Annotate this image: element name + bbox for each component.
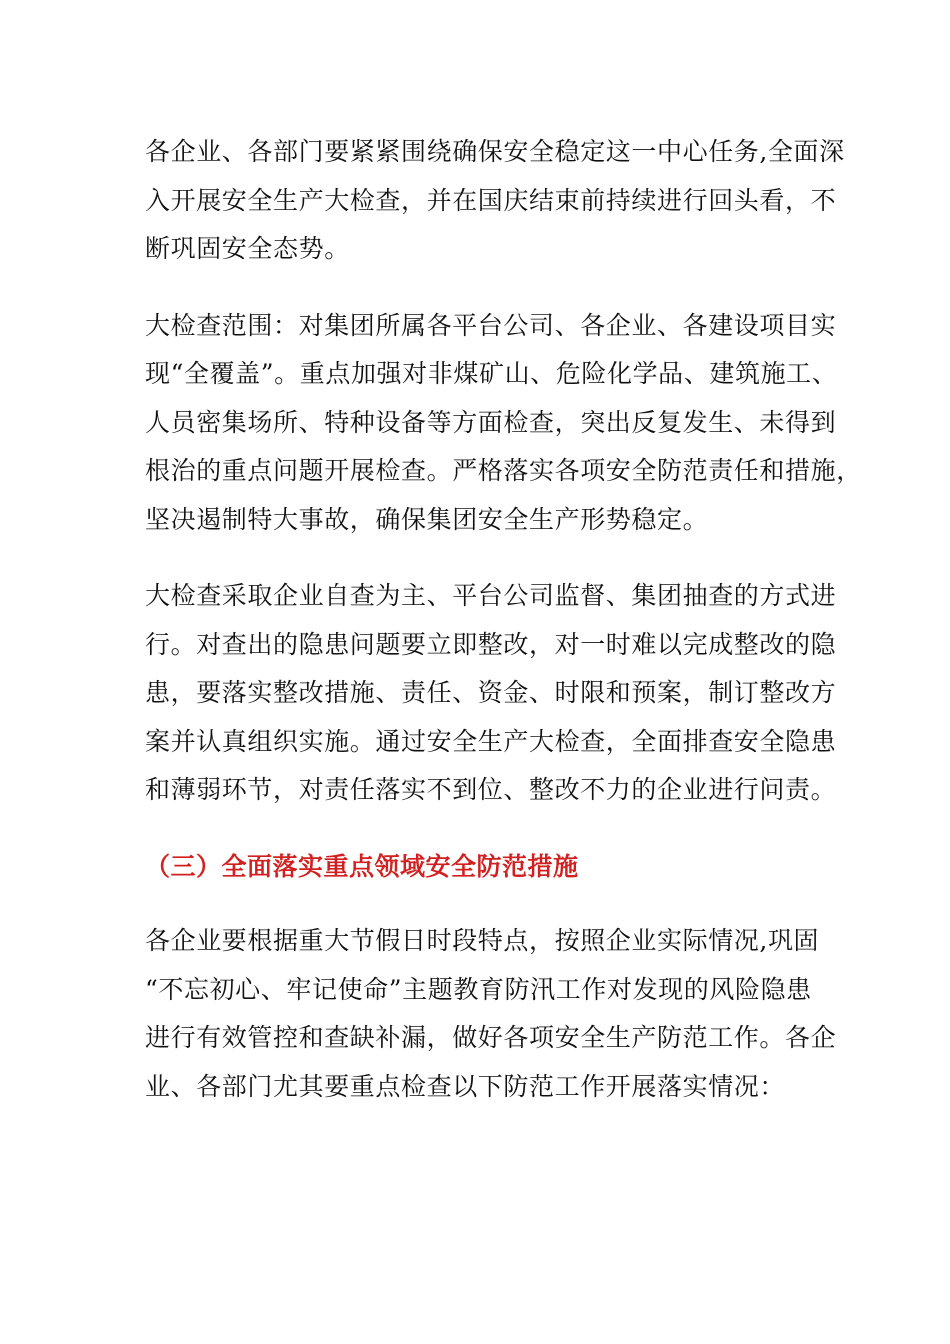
paragraph-line: 根治的重点问题开展检查。严格落实各项安全防范责任和措施， bbox=[145, 456, 862, 485]
paragraph-line: 和薄弱环节，对责任落实不到位、整改不力的企业进行问责。 bbox=[145, 775, 837, 804]
paragraph-inspection-scope bbox=[145, 302, 862, 545]
paragraph-line: 断巩固安全态势。 bbox=[145, 234, 350, 263]
paragraph-line: 坚决遏制特大事故，确保集团安全生产形势稳定。 bbox=[145, 504, 709, 534]
paragraph-line: 大检查范围：对集团所属各平台公司、各企业、各建设项目实 bbox=[145, 310, 837, 340]
document-body bbox=[145, 128, 862, 1139]
paragraph-safety-inspection bbox=[145, 128, 845, 274]
paragraph-line: 各企业要根据重大节假日时段特点，按照企业实际情况,巩固 bbox=[145, 926, 820, 955]
paragraph-key-areas bbox=[145, 917, 837, 1111]
paragraph-line: 行。对查出的隐患问题要立即整改，对一时难以完成整改的隐 bbox=[145, 629, 837, 659]
paragraph-inspection-method bbox=[145, 572, 837, 815]
paragraph-line: 案并认真组织实施。通过安全生产大检查，全面排查安全隐患 bbox=[145, 726, 837, 756]
paragraph-line: 各企业、各部门要紧紧围绕确保安全稳定这一中心任务,全面深 bbox=[145, 137, 845, 166]
paragraph-line: 患，要落实整改措施、责任、资金、时限和预案，制订整改方 bbox=[145, 678, 837, 707]
paragraph-line: 业、各部门尤其要重点检查以下防范工作开展落实情况： bbox=[145, 1071, 786, 1101]
paragraph-line: 现“全覆盖”。重点加强对非煤矿山、危险化学品、建筑施工、 bbox=[145, 359, 838, 388]
paragraph-line: 进行有效管控和查缺补漏，做好各项安全生产防范工作。各企 bbox=[145, 1023, 837, 1052]
paragraph-line: 人员密集场所、特种设备等方面检查，突出反复发生、未得到 bbox=[145, 407, 837, 437]
paragraph-line: “不忘初心、牢记使命”主题教育防汛工作对发现的风险隐患 bbox=[145, 974, 812, 1004]
section-heading: （三）全面落实重点领域安全防范措施 bbox=[145, 851, 579, 881]
paragraph-line: 入开展安全生产大检查，并在国庆结束前持续进行回头看，不 bbox=[145, 185, 837, 215]
paragraph-line: 大检查采取企业自查为主、平台公司监督、集团抽查的方式进 bbox=[145, 581, 837, 610]
